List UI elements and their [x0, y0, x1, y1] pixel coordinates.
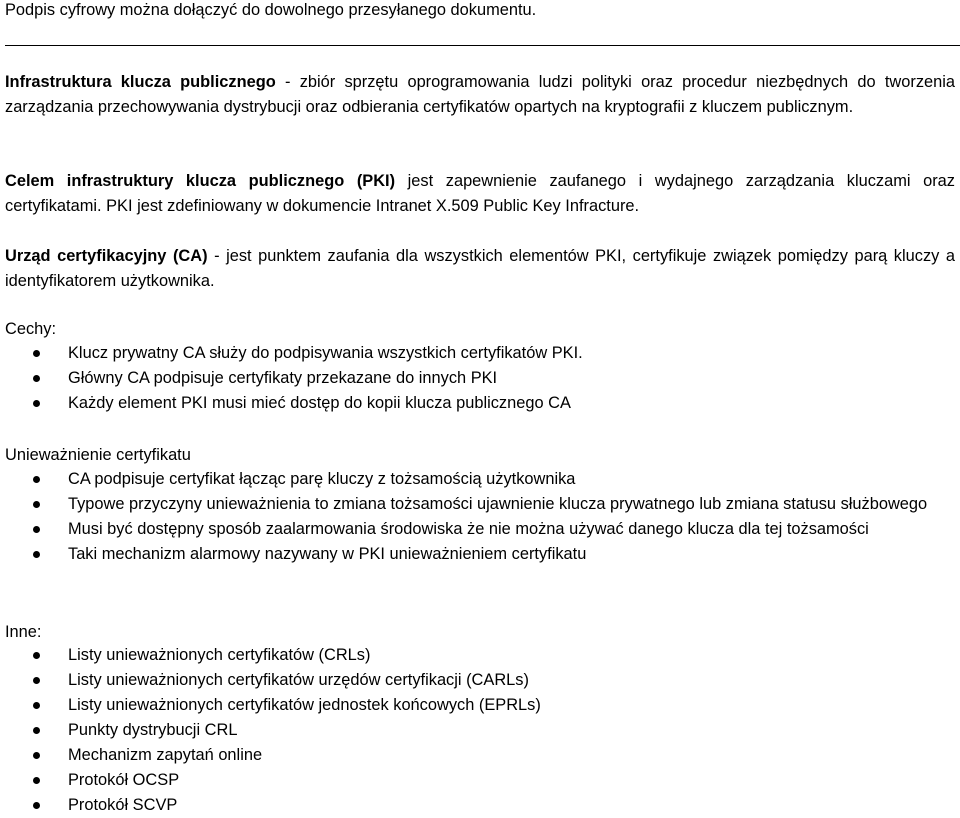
bullet-icon — [33, 677, 40, 684]
bullet-icon — [33, 727, 40, 734]
list-item — [5, 492, 955, 517]
list-item-text: Typowe przyczyny unieważnienia to zmiana tożsamości ujawnienie klucza prywatnego lub zmiana statusu służbowego — [68, 495, 928, 513]
list-item-text: Taki mechanizm alarmowy nazywany w PKI unieważnieniem certyfikatu — [68, 545, 587, 563]
bullet-icon — [33, 652, 40, 659]
list-item — [5, 668, 955, 693]
ca-text: - jest punktem zaufania dla wszystkich elementów PKI, certyfikuje związek pomiędzy parą kluczy a identyfikatorem użytkownika. — [5, 247, 955, 290]
cechy-list — [5, 341, 955, 416]
list-item — [5, 743, 955, 768]
list-item-text: Listy unieważnionych certyfikatów urzędów certyfikacji (CARLs) — [68, 671, 529, 689]
list-item-text: Musi być dostępny sposób zaalarmowania środowiska że nie można używać danego klucza dla tej tożsamości — [68, 520, 869, 538]
intro-term: Infrastruktura klucza publicznego — [5, 73, 276, 91]
cechy-heading: Cechy: — [5, 320, 57, 338]
horizontal-divider — [5, 45, 960, 46]
list-item-text: Listy unieważnionych certyfikatów (CRLs) — [68, 646, 371, 664]
ca-paragraph — [5, 244, 955, 294]
bullet-icon — [33, 777, 40, 784]
bullet-icon — [33, 400, 40, 407]
ca-term: Urząd certyfikacyjny (CA) — [5, 247, 208, 265]
uniewaznienie-heading: Unieważnienie certyfikatu — [5, 446, 191, 464]
list-item-text: Główny CA podpisuje certyfikaty przekazane do innych PKI — [68, 369, 498, 387]
goal-text: jest zapewnienie zaufanego i wydajnego zarządzania kluczami oraz certyfikatami. PKI jest zdefiniowany w dokumencie Intranet X.509 Public Key Infracture. — [5, 172, 955, 215]
list-item-text: CA podpisuje certyfikat łącząc parę kluczy z tożsamością użytkownika — [68, 470, 576, 488]
intro-definition: - zbiór sprzętu oprogramowania ludzi polityki oraz procedur niezbędnych do tworzenia zarządzania przechowywania dystrybucji oraz odbierania certyfikatów opartych na kryptografii z kluczem publicznym. — [5, 73, 956, 116]
document-page — [5, 0, 956, 814]
list-item-text: Listy unieważnionych certyfikatów jednostek końcowych (EPRLs) — [68, 696, 541, 714]
list-item-text: Protokół SCVP — [68, 796, 178, 814]
bullet-icon — [33, 802, 40, 809]
bullet-icon — [33, 375, 40, 382]
bullet-icon — [33, 702, 40, 709]
list-item — [5, 693, 955, 718]
bullet-icon — [33, 501, 40, 508]
list-item — [5, 542, 955, 567]
list-item-text: Mechanizm zapytań online — [68, 746, 263, 764]
list-item — [5, 467, 955, 492]
intro-paragraph — [5, 70, 955, 120]
bullet-icon — [33, 350, 40, 357]
list-item — [5, 793, 955, 818]
list-item-text: Protokół OCSP — [68, 771, 180, 789]
bullet-icon — [33, 526, 40, 533]
goal-paragraph — [5, 169, 955, 219]
bullet-icon — [33, 551, 40, 558]
header-line: Podpis cyfrowy można dołączyć do dowolnego przesyłanego dokumentu. — [5, 1, 537, 19]
bullet-icon — [33, 752, 40, 759]
inne-heading: Inne: — [5, 623, 42, 641]
inne-list — [5, 643, 955, 818]
list-item — [5, 643, 955, 668]
list-item-text: Punkty dystrybucji CRL — [68, 721, 238, 739]
goal-term: Celem infrastruktury klucza publicznego (PKI) — [5, 172, 396, 190]
list-item — [5, 391, 955, 416]
bullet-icon — [33, 476, 40, 483]
list-item — [5, 718, 955, 743]
list-item — [5, 517, 955, 542]
list-item — [5, 341, 955, 366]
list-item-text: Klucz prywatny CA służy do podpisywania wszystkich certyfikatów PKI. — [68, 344, 583, 362]
list-item-text: Każdy element PKI musi mieć dostęp do kopii klucza publicznego CA — [68, 394, 571, 412]
list-item — [5, 768, 955, 793]
list-item — [5, 366, 955, 391]
uniewaznienie-list — [5, 467, 955, 567]
